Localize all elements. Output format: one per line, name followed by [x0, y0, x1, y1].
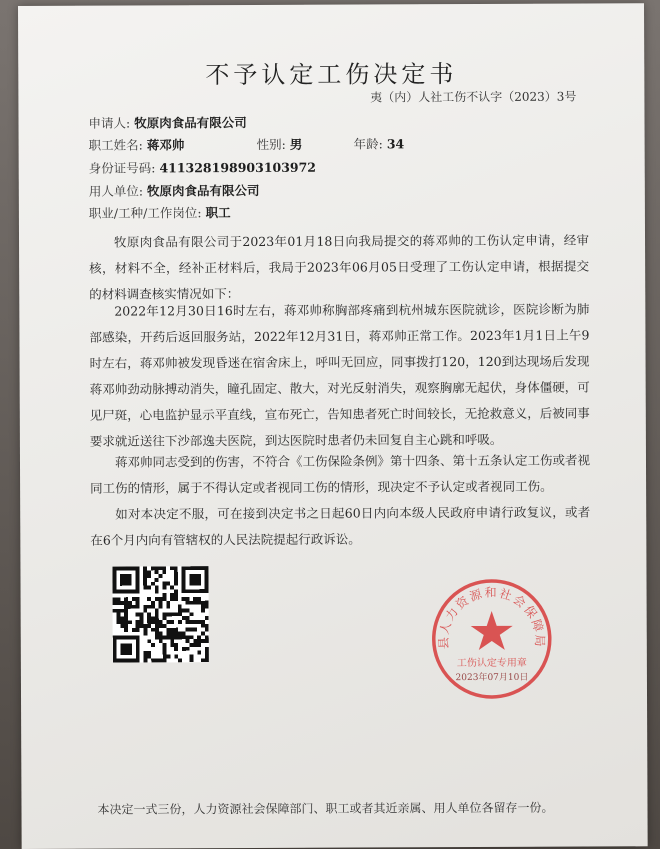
worker-name-field [89, 135, 185, 153]
age-label: 年龄: [353, 136, 383, 152]
age-field [354, 134, 405, 152]
occupation-label: 职业/工种/工作岗位: [88, 205, 202, 221]
paragraph-application: 牧原肉食品有限公司于2023年01月18日向我局提交的蒋邓帅的工伤认定申请，经审核，材料不全，经补正材料后，我局于2023年06月05日受理了工伤认定申请，根据提交的材料调查核实情况如下： [89, 232, 590, 302]
employer-label: 用人单位: [88, 183, 144, 199]
document-number: 夷（内）人社工伤不认字（2023）3号 [370, 89, 577, 105]
id-number-field [89, 158, 316, 177]
paragraph-appeal: 如对本决定不服，可在接到决定书之日起60日内向本级人民政府申请行政复议，或者在6个月内向有管辖权的人民法院提起行政诉讼。 [90, 504, 591, 548]
age-value: 34 [386, 136, 405, 152]
gender-field [257, 135, 303, 153]
id-number-label: 身份证号码: [88, 160, 156, 176]
official-seal [428, 576, 555, 703]
footer-note: 本决定一式三份，人力资源社会保障部门、职工或者其近亲属、用人单位各留存一份。 [97, 800, 554, 817]
worker-name-label: 职工姓名: [88, 137, 143, 153]
id-number-value: 411328198903103972 [159, 159, 317, 176]
occupation-value: 职工 [205, 205, 231, 221]
occupation-field [89, 203, 231, 222]
seal-inner-text: 工伤认定专用章 [456, 657, 527, 670]
qr-code [112, 566, 208, 662]
document-title: 不予认定工伤决定书 [205, 60, 458, 90]
paragraph-facts: 2022年12月30日16时左右，蒋邓帅称胸部疼痛到杭州城东医院就诊，医院诊断为肺部感染，开药后返回服务站，2022年12月31日，蒋邓帅正常工作。2023年1月1日上午9时左右，蒋邓帅被发现昏迷在宿舍床上，呼叫无回应，同事拨打120，120到达现场后发现蒋邓帅劲动脉搏动消失，瞳孔固定、散大，对光反射消失，观察胸廓无起伏，身体僵硬，可见尸斑，心电监护显示平直线，宣布死亡，告知患者死亡时间较长，无抢救意义，后被同事要求就近送往下沙部逸夫医院，到达医院时患者仍未回复自主心跳和呼吸。 [89, 301, 590, 449]
applicant-field [88, 113, 246, 132]
gender-label: 性别: [256, 136, 286, 152]
gender-value: 男 [289, 136, 303, 152]
seal-star-icon [471, 611, 513, 650]
employer-field [89, 181, 260, 200]
worker-name-value: 蒋邓帅 [146, 137, 185, 153]
applicant-label: 申请人: [88, 115, 131, 131]
applicant-value: 牧原肉食品有限公司 [134, 115, 247, 131]
employer-value: 牧原肉食品有限公司 [146, 182, 260, 199]
seal-date: 2023年07月10日 [455, 672, 529, 684]
paragraph-decision: 蒋邓帅同志受到的伤害，不符合《工伤保险条例》第十四条、第十五条认定工伤或者视同工伤的情形，属于不得认定或者视同工伤的情形，现决定不予认定或者视同工伤。 [90, 452, 591, 496]
seal-outer-text: 县人力资源和社会保障局 [436, 585, 547, 650]
document-sheet [18, 3, 648, 849]
